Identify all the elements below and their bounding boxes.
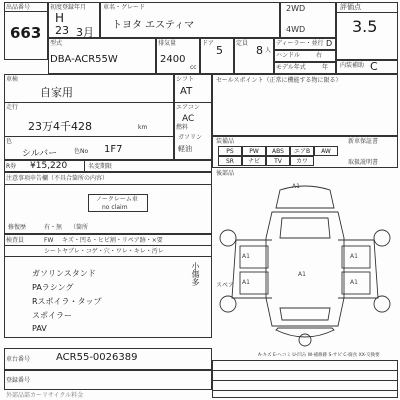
displacement-value: 2400 — [160, 54, 186, 65]
handle-label: ハンドル — [276, 52, 301, 59]
model-value: DBA-ACR55W — [50, 54, 118, 65]
recycle-value: ¥15,220 — [30, 161, 68, 171]
chassis-label: 車台番号 — [6, 356, 31, 363]
color-no-label: 色No — [74, 148, 89, 155]
equipment-item-equip-row2-2: TV — [266, 156, 290, 166]
eval-label: 評価点 — [340, 3, 361, 11]
interior-value: C — [370, 60, 378, 73]
lot-label: 出品番号 — [6, 4, 31, 11]
color-label: 色 — [6, 138, 13, 145]
fuel-value-1: ガソリン — [178, 134, 203, 141]
color-value: シルバー — [22, 149, 58, 159]
sheet-label: シート — [44, 248, 63, 255]
year-value: 23 — [55, 24, 69, 37]
inspector-note-5: PAV — [32, 324, 47, 333]
era-value: H — [55, 11, 65, 25]
doors-value: 5 — [216, 44, 223, 57]
equipment-item-equip-row2-0: SR — [218, 156, 242, 166]
owner-manual-label: 取扱説明書 — [348, 159, 379, 166]
inspector-label: 検査員 — [6, 237, 25, 244]
equipment-label: 装備品 — [216, 138, 235, 145]
repair-value: 有・無 — [44, 224, 63, 231]
recycle-label: R券 — [6, 163, 17, 170]
registration-box — [4, 370, 212, 390]
inspector-side-note: 小傷多 — [191, 262, 200, 286]
equipment-item-equip-row1-0: PS — [218, 146, 242, 156]
fuel-value-2: 軽油 — [178, 145, 192, 153]
ac-value: AC — [182, 114, 195, 124]
mark-left-front: A1 — [242, 253, 250, 260]
cc-unit: cc — [190, 64, 197, 71]
fw-text: キズ・凹る・ヒビ割・リペア跡・×要 — [62, 237, 163, 244]
chassis-value: ACR55-0026389 — [56, 352, 138, 363]
vehicle-name: トヨタ エスティマ — [112, 20, 195, 31]
model-label: 型式 — [50, 40, 63, 47]
car-damage-diagram — [212, 178, 398, 348]
equipment-item-equip-row1-3: エアB — [290, 146, 314, 156]
color-no-value: 1F7 — [104, 144, 123, 155]
equipment-item-equip-row1-4: AW — [314, 146, 338, 156]
bottom-label: 外部品部カーリサイクル料金 — [6, 392, 84, 399]
damage-legend: A-キズ E-ヘコミ U-凹み W-補修跡 S-サビ C-腐食 XX-交換要 — [258, 353, 380, 358]
registration-label: 登録番号 — [6, 377, 31, 384]
title-change-label: 名変期限 — [88, 163, 113, 170]
mark-roof: A1 — [298, 271, 306, 278]
no-claim-line-2: no claim — [102, 204, 128, 211]
seats-value: 8 — [256, 44, 263, 57]
car-body-outline — [220, 186, 390, 346]
vehicle-label: 車名・グレード — [103, 4, 146, 11]
seats-unit: 人 — [265, 47, 272, 54]
seats-label: 定員 — [236, 40, 249, 47]
handle-value: 右 — [316, 52, 323, 59]
ac-label: エアコン — [176, 104, 200, 111]
dealer-value: D — [326, 39, 333, 48]
eval-score: 3.5 — [352, 17, 378, 36]
equipment-item-equip-row2-1: ナビ — [242, 156, 266, 166]
month-value: 3月 — [76, 26, 94, 39]
repair-place: （箇所 — [70, 224, 89, 231]
doors-label: ドア — [202, 40, 214, 47]
mileage-label: 走行 — [6, 104, 19, 111]
interior-label: 内装補助 — [340, 62, 365, 69]
new-car-label: 新車保証書 — [348, 138, 379, 145]
equipment-item-equip-row2-3: カワ — [290, 156, 314, 166]
spare-label: スペア — [216, 282, 235, 289]
back-parts-label: 後部品 — [216, 170, 235, 177]
footer-right-box — [212, 360, 398, 398]
model-year-label: モデル年式 — [276, 64, 306, 71]
shift-value: AT — [180, 86, 193, 97]
fw-label: FW — [44, 237, 54, 244]
displacement-label: 排気量 — [158, 40, 177, 47]
mark-front: A1 — [292, 183, 300, 190]
caution-label: 注意事項申告欄（不具合箇所の内容） — [6, 175, 109, 182]
first-reg-label: 初度登録年月 — [50, 4, 87, 11]
inspector-note-4: スポイラー — [32, 311, 72, 320]
lot-number: 663 — [10, 24, 42, 42]
no-claim-line-1: ノークレーム車 — [96, 196, 138, 203]
model-year-value: 年 — [322, 64, 329, 71]
equipment-item-equip-row1-2: ABS — [266, 146, 290, 156]
drive-alt-label: 4WD — [286, 25, 306, 34]
mileage-unit: km — [138, 124, 148, 131]
repair-label: 修復歴 — [8, 224, 27, 231]
mileage-value: 23万4千428 — [28, 120, 92, 133]
sheet-text: ヤブレ・コゲ・穴・ワレ・キレ・汚レ — [62, 248, 164, 255]
inspect-value: 自家用 — [40, 86, 73, 99]
equipment-item-equip-row1-1: PW — [242, 146, 266, 156]
inspector-note-2: PAラシング — [32, 283, 74, 292]
inspector-note-3: Rスポイラ・タップ — [32, 297, 102, 306]
mark-right-rear: A1 — [350, 279, 358, 286]
dealer-label: ディーラー・並行 — [276, 40, 324, 47]
sales-point-label: セールスポイント（正常に機能する物に限る） — [216, 77, 342, 84]
mark-right-front: A1 — [350, 253, 358, 260]
fuel-label: 燃料 — [176, 124, 189, 131]
inspector-note-1: ガソリンスタンド — [32, 269, 96, 278]
mark-left-rear: A1 — [242, 279, 250, 286]
shift-label: シフト — [176, 76, 195, 83]
drive-label: 2WD — [286, 4, 306, 13]
inspect-label: 車検 — [6, 76, 19, 83]
